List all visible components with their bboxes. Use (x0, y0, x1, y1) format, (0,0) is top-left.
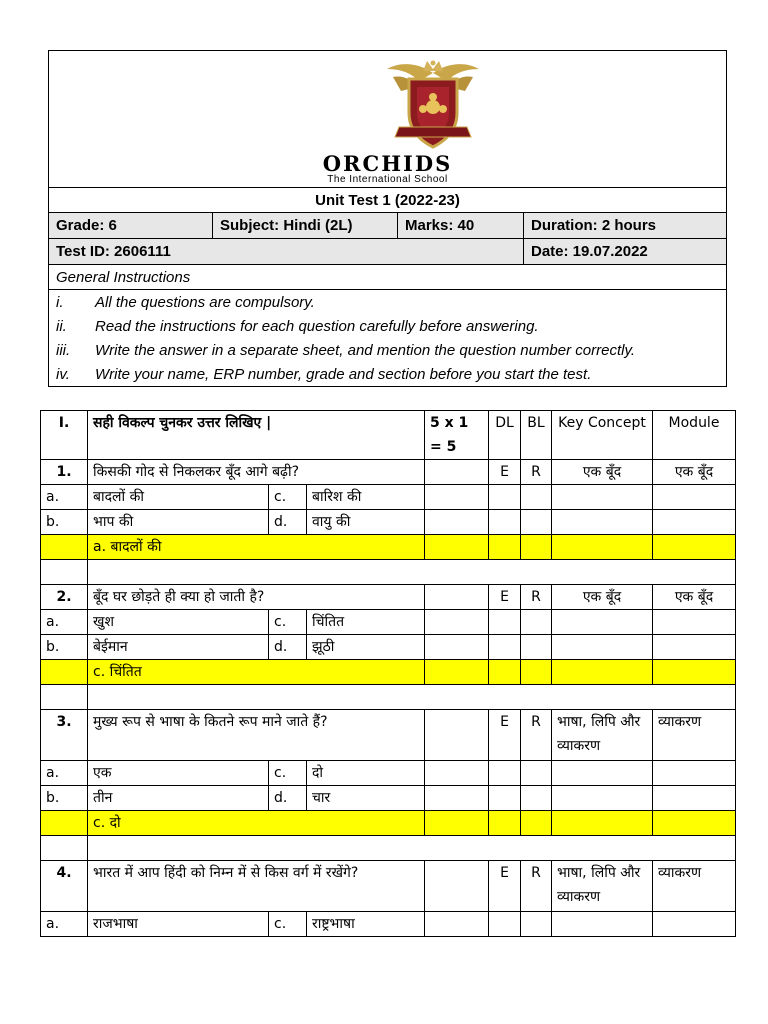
question-number: 3. (41, 710, 88, 761)
question-text: मुख्य रूप से भाषा के कितने रूप माने जाते हैं? (88, 710, 425, 761)
col-key-concept-header: Key Concept (552, 411, 653, 460)
instruction-item (49, 314, 726, 338)
option-label: a. (41, 761, 88, 786)
question-number: 1. (41, 460, 88, 485)
question-marks-cell (425, 861, 489, 912)
question-table (40, 410, 736, 937)
section-marks: 5 x 1 = 5 (425, 411, 489, 460)
option-row (41, 510, 736, 535)
instructions-title-row (49, 265, 726, 290)
question-number: 2. (41, 585, 88, 610)
option-row (41, 610, 736, 635)
instruction-item (49, 362, 726, 386)
question-text: किसकी गोद से निकलकर बूँद आगे बढ़ी? (88, 460, 425, 485)
question-marks-cell (425, 710, 489, 761)
option-text: दो (307, 761, 425, 786)
option-label: c. (269, 761, 307, 786)
school-logo-area (49, 51, 726, 188)
question-text: भारत में आप हिंदी को निम्न में से किस वर्ग में रखेंगे? (88, 861, 425, 912)
option-label: c. (269, 912, 307, 937)
option-label: d. (269, 510, 307, 535)
option-text: चार (307, 786, 425, 811)
spacer-row (41, 685, 736, 710)
option-text: झूठी (307, 635, 425, 660)
instruction-number: iv. (56, 365, 70, 383)
question-dl: E (489, 861, 521, 912)
answer-text: c. दो (88, 811, 425, 836)
exam-meta-row-1 (49, 213, 726, 239)
instruction-text: Read the instructions for each question carefully before answering. (95, 317, 539, 335)
option-text: वायु की (307, 510, 425, 535)
col-dl-header: DL (489, 411, 521, 460)
spacer-row (41, 836, 736, 861)
question-marks-cell (425, 460, 489, 485)
answer-row (41, 535, 736, 560)
question-row (41, 710, 736, 761)
duration-label: Duration: 2 hours (523, 213, 726, 238)
option-label: c. (269, 610, 307, 635)
grade-label: Grade: 6 (56, 217, 117, 234)
answer-text: a. बादलों की (88, 535, 425, 560)
marks-label: Marks: 40 (397, 213, 523, 238)
question-row (41, 460, 736, 485)
instructions-list (49, 290, 726, 386)
option-text: तीन (88, 786, 269, 811)
option-text: राष्ट्रभाषा (307, 912, 425, 937)
option-label: b. (41, 786, 88, 811)
instruction-number: ii. (56, 317, 67, 335)
col-bl-header: BL (521, 411, 552, 460)
option-row (41, 485, 736, 510)
answer-row (41, 660, 736, 685)
option-text: खुश (88, 610, 269, 635)
option-label: a. (41, 485, 88, 510)
instruction-item (49, 290, 726, 314)
question-row (41, 861, 736, 912)
option-label: b. (41, 510, 88, 535)
question-dl: E (489, 585, 521, 610)
option-text: राजभाषा (88, 912, 269, 937)
exam-title: Unit Test 1 (2022-23) (315, 191, 460, 209)
instruction-item (49, 338, 726, 362)
option-text: चिंतित (307, 610, 425, 635)
question-number: 4. (41, 861, 88, 912)
option-row (41, 635, 736, 660)
date-label: Date: 19.07.2022 (523, 239, 726, 264)
spacer-row (41, 560, 736, 585)
question-key-concept: भाषा, लिपि और व्याकरण (552, 861, 653, 912)
question-module: व्याकरण (653, 861, 736, 912)
option-text: बादलों की (88, 485, 269, 510)
answer-row (41, 811, 736, 836)
answer-text: c. चिंतित (88, 660, 425, 685)
option-text: बारिश की (307, 485, 425, 510)
option-label: b. (41, 635, 88, 660)
section-header-row (41, 411, 736, 460)
exam-meta-row-2 (49, 239, 726, 265)
section-number: I. (41, 411, 88, 460)
option-label: a. (41, 912, 88, 937)
brand-name: ORCHIDS (322, 151, 453, 176)
exam-header (48, 50, 727, 387)
instruction-text: Write the answer in a separate sheet, and mention the question number correctly. (95, 341, 636, 359)
question-module: एक बूँद (653, 585, 736, 610)
subject-label: Subject: Hindi (2L) (212, 213, 397, 238)
option-text: बेईमान (88, 635, 269, 660)
option-label: d. (269, 635, 307, 660)
question-bl: R (521, 710, 552, 761)
option-label: c. (269, 485, 307, 510)
instruction-number: i. (56, 293, 64, 311)
question-dl: E (489, 460, 521, 485)
question-module: व्याकरण (653, 710, 736, 761)
brand-tagline: The International School (327, 174, 448, 185)
option-label: a. (41, 610, 88, 635)
option-row (41, 912, 736, 937)
question-module: एक बूँद (653, 460, 736, 485)
exam-title-row (49, 188, 726, 213)
option-text: एक (88, 761, 269, 786)
question-row (41, 585, 736, 610)
school-crest-icon (379, 57, 487, 153)
option-row (41, 786, 736, 811)
instruction-number: iii. (56, 341, 71, 359)
instructions-title: General Instructions (56, 268, 191, 286)
question-key-concept: एक बूँद (552, 585, 653, 610)
instruction-text: Write your name, ERP number, grade and section before you start the test. (95, 365, 592, 383)
col-module-header: Module (653, 411, 736, 460)
option-text: भाप की (88, 510, 269, 535)
question-key-concept: भाषा, लिपि और व्याकरण (552, 710, 653, 761)
question-key-concept: एक बूँद (552, 460, 653, 485)
question-dl: E (489, 710, 521, 761)
question-text: बूँद घर छोड़ते ही क्या हो जाती है? (88, 585, 425, 610)
question-marks-cell (425, 585, 489, 610)
section-title: सही विकल्प चुनकर उत्तर लिखिए | (88, 411, 425, 460)
question-bl: R (521, 460, 552, 485)
question-bl: R (521, 585, 552, 610)
instruction-text: All the questions are compulsory. (95, 293, 315, 311)
option-row (41, 761, 736, 786)
question-bl: R (521, 861, 552, 912)
test-id-label: Test ID: 2606111 (56, 243, 171, 260)
option-label: d. (269, 786, 307, 811)
